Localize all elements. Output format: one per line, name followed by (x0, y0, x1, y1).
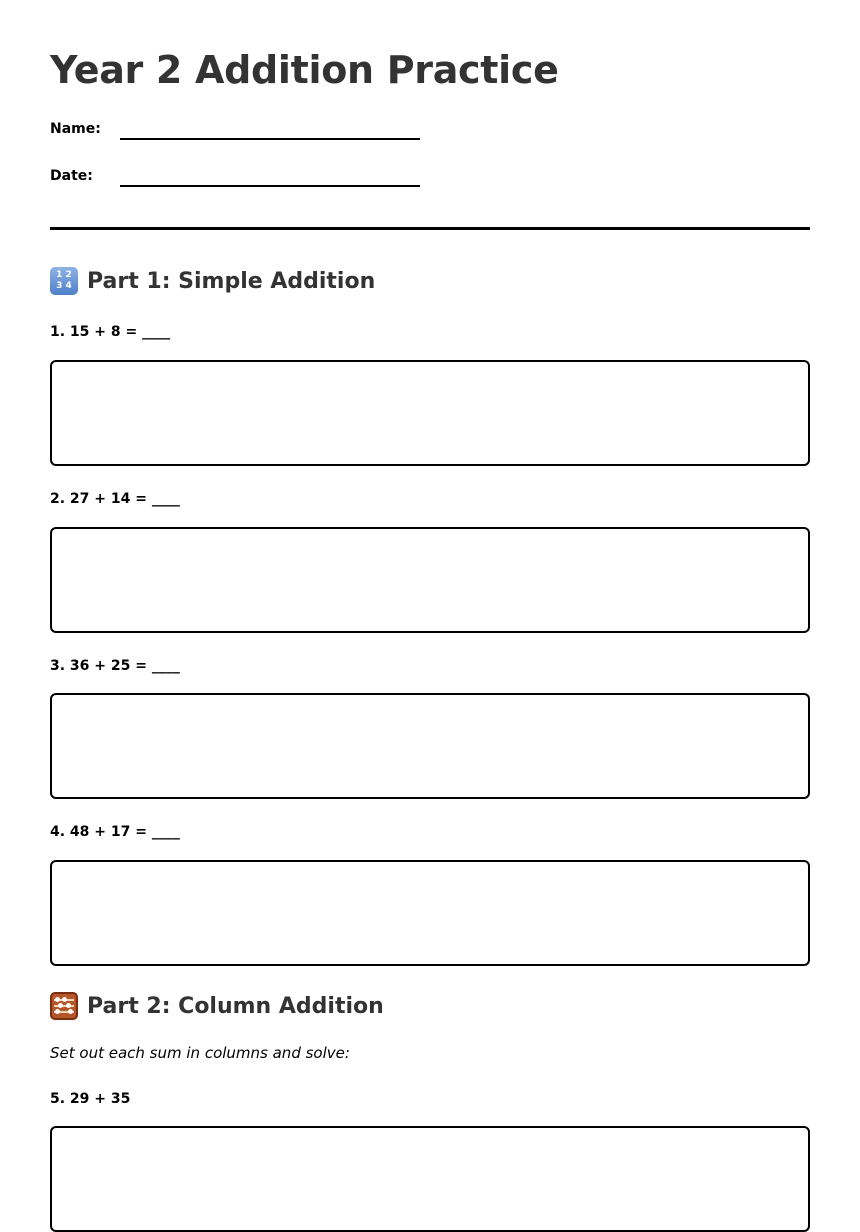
part2-heading-text: Part 2: Column Addition (87, 993, 384, 1019)
question-5: 5. 29 + 35 (50, 1091, 131, 1107)
abacus-icon (50, 992, 78, 1020)
question-1: 1. 15 + 8 = ____ (50, 324, 171, 340)
name-label: Name: (50, 121, 101, 137)
name-input-line[interactable] (120, 138, 420, 140)
name-field (50, 121, 430, 151)
answer-box-4[interactable] (50, 860, 810, 966)
question-4: 4. 48 + 17 = ____ (50, 824, 180, 840)
part2-instructions: Set out each sum in columns and solve: (50, 1044, 350, 1062)
page-title: Year 2 Addition Practice (50, 48, 559, 92)
date-input-line[interactable] (120, 185, 420, 187)
header-divider (50, 227, 810, 230)
question-3: 3. 36 + 25 = ____ (50, 658, 180, 674)
answer-box-5[interactable] (50, 1126, 810, 1232)
date-label: Date: (50, 168, 93, 184)
part1-heading (50, 267, 375, 295)
input-numbers-icon: 1 2 3 4 (50, 267, 78, 295)
answer-box-1[interactable] (50, 360, 810, 466)
part1-heading-text: Part 1: Simple Addition (87, 268, 376, 294)
answer-box-3[interactable] (50, 693, 810, 799)
answer-box-2[interactable] (50, 527, 810, 633)
date-field (50, 168, 430, 198)
part2-heading (50, 992, 384, 1020)
question-2: 2. 27 + 14 = ____ (50, 491, 180, 507)
